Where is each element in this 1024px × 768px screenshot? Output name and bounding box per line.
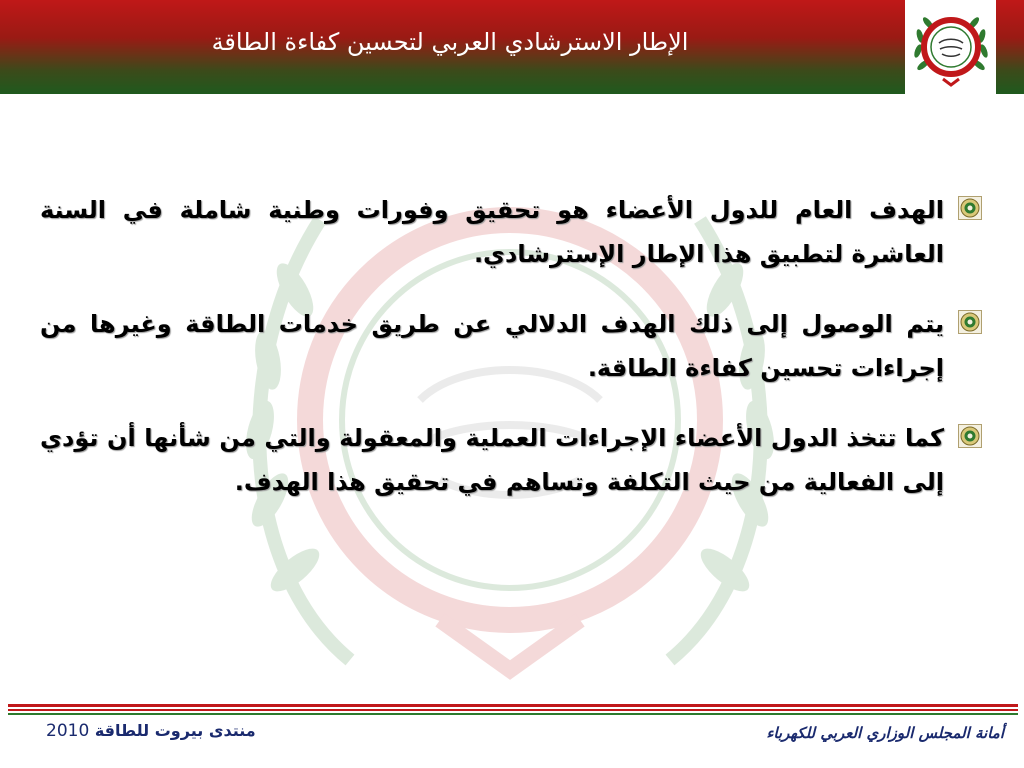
bullet-text: كما تتخذ الدول الأعضاء الإجراءات العملية والمعقولة والتي من شأنها أن تؤدي إلى الفعالية من حيث التكلفة وتساهم في تحقيق هذا الهدف. — [40, 424, 944, 496]
list-item — [40, 302, 986, 390]
list-item — [40, 416, 986, 504]
logo-panel — [905, 0, 996, 94]
bullet-text: يتم الوصول إلى ذلك الهدف الدلالي عن طريق خدمات الطاقة وغيرها من إجراءات تحسين كفاءة الطاقة. — [40, 310, 944, 382]
list-item — [40, 188, 986, 276]
slide-title: الإطار الاسترشادي العربي لتحسين كفاءة الطاقة — [211, 28, 689, 56]
emblem-bullet-icon — [958, 310, 982, 334]
footer-forum-label — [46, 718, 306, 744]
header-band — [0, 0, 1024, 94]
footer-year: 2010 — [46, 721, 90, 741]
footer-forum-name: منتدى بيروت للطاقة — [94, 721, 256, 740]
footer-council-label: أمانة المجلس الوزاري العربي للكهرباء — [766, 724, 1004, 742]
bullet-text: الهدف العام للدول الأعضاء هو تحقيق وفورات وطنية شاملة في السنة العاشرة لتطبيق هذا الإطار الإسترشادي. — [40, 196, 944, 268]
emblem-bullet-icon — [958, 424, 982, 448]
footer-divider — [8, 709, 1018, 711]
footer-divider — [8, 704, 1018, 707]
emblem-bullet-icon — [958, 196, 982, 220]
bullet-list — [40, 188, 986, 530]
arab-league-emblem-icon — [909, 5, 993, 89]
footer-divider — [8, 713, 1018, 715]
